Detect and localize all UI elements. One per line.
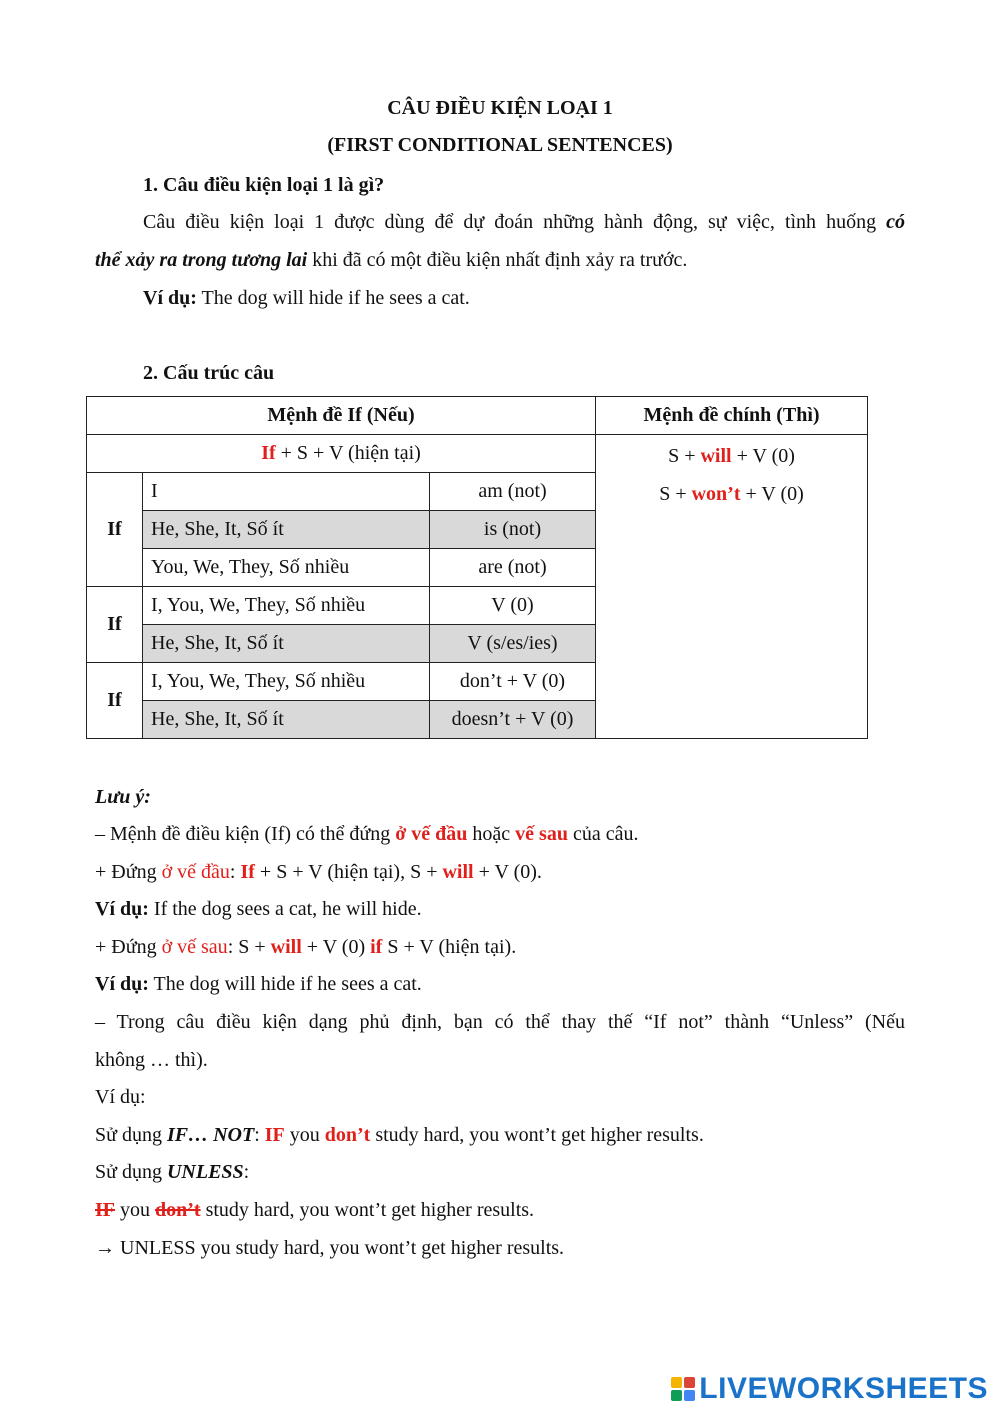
logo-text: LIVEWORKSHEETS (699, 1372, 988, 1405)
section1-example (143, 286, 470, 310)
note-text: : (254, 1124, 260, 1146)
subject-cell: I (143, 473, 430, 511)
formula-text: + S + V (hiện tại) (280, 442, 421, 464)
verb-cell: don’t + V (0) (430, 663, 596, 701)
main-clause-formulas (596, 435, 868, 739)
formula-text: + V (0) (736, 445, 795, 467)
if-formula (87, 435, 596, 473)
note-text: you (289, 1124, 320, 1146)
para-text: khi đã có một điều kiện nhất định xảy ra trước. (312, 249, 688, 271)
verb-cell: V (0) (430, 587, 596, 625)
verb-cell: am (not) (430, 473, 596, 511)
note-highlight: vế sau (515, 823, 568, 845)
will-keyword: will (442, 861, 474, 883)
arrow-right-icon: → (95, 1237, 115, 1259)
logo-square (684, 1377, 695, 1388)
example-label-plain: Ví dụ: (95, 1086, 146, 1108)
subject-cell: He, She, It, Số ít (143, 625, 430, 663)
note-text: của câu. (572, 823, 639, 845)
struck-if: IF (95, 1199, 115, 1221)
group-if-label: If (87, 663, 143, 739)
note-text: – Mệnh đề điều kiện (If) có thể đứng (95, 823, 391, 845)
section2-heading: 2. Cấu trúc câu (143, 362, 275, 384)
unless-sentence (95, 1236, 564, 1260)
wont-keyword: won’t (691, 483, 741, 505)
note-text: + Đứng (95, 861, 157, 883)
dont-keyword: don’t (324, 1124, 371, 1146)
note-text: : (229, 861, 236, 883)
note-text: UNLESS you study hard, you wont’t get higher results. (120, 1237, 565, 1259)
header-if-clause: Mệnh đề If (Nếu) (87, 397, 596, 435)
subject-cell: You, We, They, Số nhiều (143, 549, 430, 587)
subject-cell: He, She, It, Số ít (143, 511, 430, 549)
formula-text: + V (0) (745, 483, 804, 505)
note-text: + V (0). (478, 861, 542, 883)
example-text: The dog will hide if he sees a cat. (153, 973, 422, 995)
will-keyword: will (270, 936, 302, 958)
note-highlight: ở vế sau (161, 936, 228, 958)
struck-sentence (95, 1198, 534, 1222)
formula-text: S + (668, 445, 696, 467)
logo-square (671, 1377, 682, 1388)
para-emphasis: thể xảy ra trong tương lai (95, 249, 308, 271)
example-front (95, 897, 422, 921)
note-front-position (95, 860, 542, 884)
if-keyword: if (370, 936, 383, 958)
para-emphasis: có (886, 211, 905, 233)
note-highlight: ở vế đầu (161, 861, 230, 883)
example-back (95, 972, 422, 996)
example-label: Ví dụ: (95, 898, 149, 920)
example-label: Ví dụ: (143, 287, 197, 309)
note-highlight: ở vế đầu (395, 823, 468, 845)
notes-label: Lưu ý: (95, 786, 151, 808)
note-text: S + V (hiện tại). (387, 936, 517, 958)
note-position (95, 822, 638, 846)
if-keyword: If (240, 861, 255, 883)
verb-cell: is (not) (430, 511, 596, 549)
main-formula-will (604, 437, 859, 475)
note-unless-line1: – Trong câu điều kiện dạng phủ định, bạn có thể thay thế “If not” thành “Unless” (Nếu (95, 1011, 905, 1033)
usage-if-not (95, 1123, 704, 1147)
subject-cell: I, You, We, They, Số nhiều (143, 663, 430, 701)
usage-unless (95, 1160, 249, 1184)
note-text: you (120, 1199, 150, 1221)
logo-grid-icon (671, 1377, 695, 1401)
para-text: Câu điều kiện loại 1 được dùng để dự đoán những hành động, sự việc, tình huống (143, 211, 877, 233)
liveworksheets-logo[interactable] (671, 1372, 988, 1406)
group-if-label: If (87, 587, 143, 663)
note-text: + Đứng (95, 936, 157, 958)
if-keyword: If (261, 442, 276, 464)
note-text: study hard, you wont’t get higher results. (375, 1124, 704, 1146)
group-if-label: If (87, 473, 143, 587)
page-title: CÂU ĐIỀU KIỆN LOẠI 1 (387, 97, 613, 119)
table-header-row (87, 397, 868, 435)
subject-cell: He, She, It, Số ít (143, 701, 430, 739)
verb-cell: are (not) (430, 549, 596, 587)
will-keyword: will (700, 445, 732, 467)
table-row (87, 435, 868, 473)
note-text: : (243, 1161, 250, 1183)
verb-cell: V (s/es/ies) (430, 625, 596, 663)
subject-cell: I, You, We, They, Số nhiều (143, 587, 430, 625)
example-text: The dog will hide if he sees a cat. (201, 287, 470, 309)
verb-cell: doesn’t + V (0) (430, 701, 596, 739)
logo-square (671, 1390, 682, 1401)
note-text: Sử dụng (95, 1124, 162, 1146)
note-back-position (95, 935, 516, 959)
section1-paragraph-line1 (143, 210, 905, 234)
note-emphasis: IF… NOT (166, 1124, 255, 1146)
structure-table (86, 396, 868, 739)
main-formula-wont (604, 475, 859, 513)
section1-paragraph-line2 (95, 248, 687, 272)
page-subtitle: (FIRST CONDITIONAL SENTENCES) (327, 134, 673, 156)
section1-heading: 1. Câu điều kiện loại 1 là gì? (143, 174, 385, 196)
example-text: If the dog sees a cat, he will hide. (153, 898, 422, 920)
note-text: + S + V (hiện tại), S + (259, 861, 438, 883)
header-main-clause: Mệnh đề chính (Thì) (596, 397, 868, 435)
note-text: : S + (227, 936, 266, 958)
struck-dont: don’t (155, 1199, 201, 1221)
formula-text: S + (659, 483, 687, 505)
note-text: hoặc (472, 823, 511, 845)
note-unless-line2: không … thì). (95, 1049, 208, 1071)
note-text: study hard, you wont’t get higher results. (205, 1199, 535, 1221)
if-keyword: IF (264, 1124, 285, 1146)
note-emphasis: UNLESS (166, 1161, 244, 1183)
example-label: Ví dụ: (95, 973, 149, 995)
note-text: + V (0) (306, 936, 366, 958)
note-text: Sử dụng (95, 1161, 162, 1183)
logo-square (684, 1390, 695, 1401)
